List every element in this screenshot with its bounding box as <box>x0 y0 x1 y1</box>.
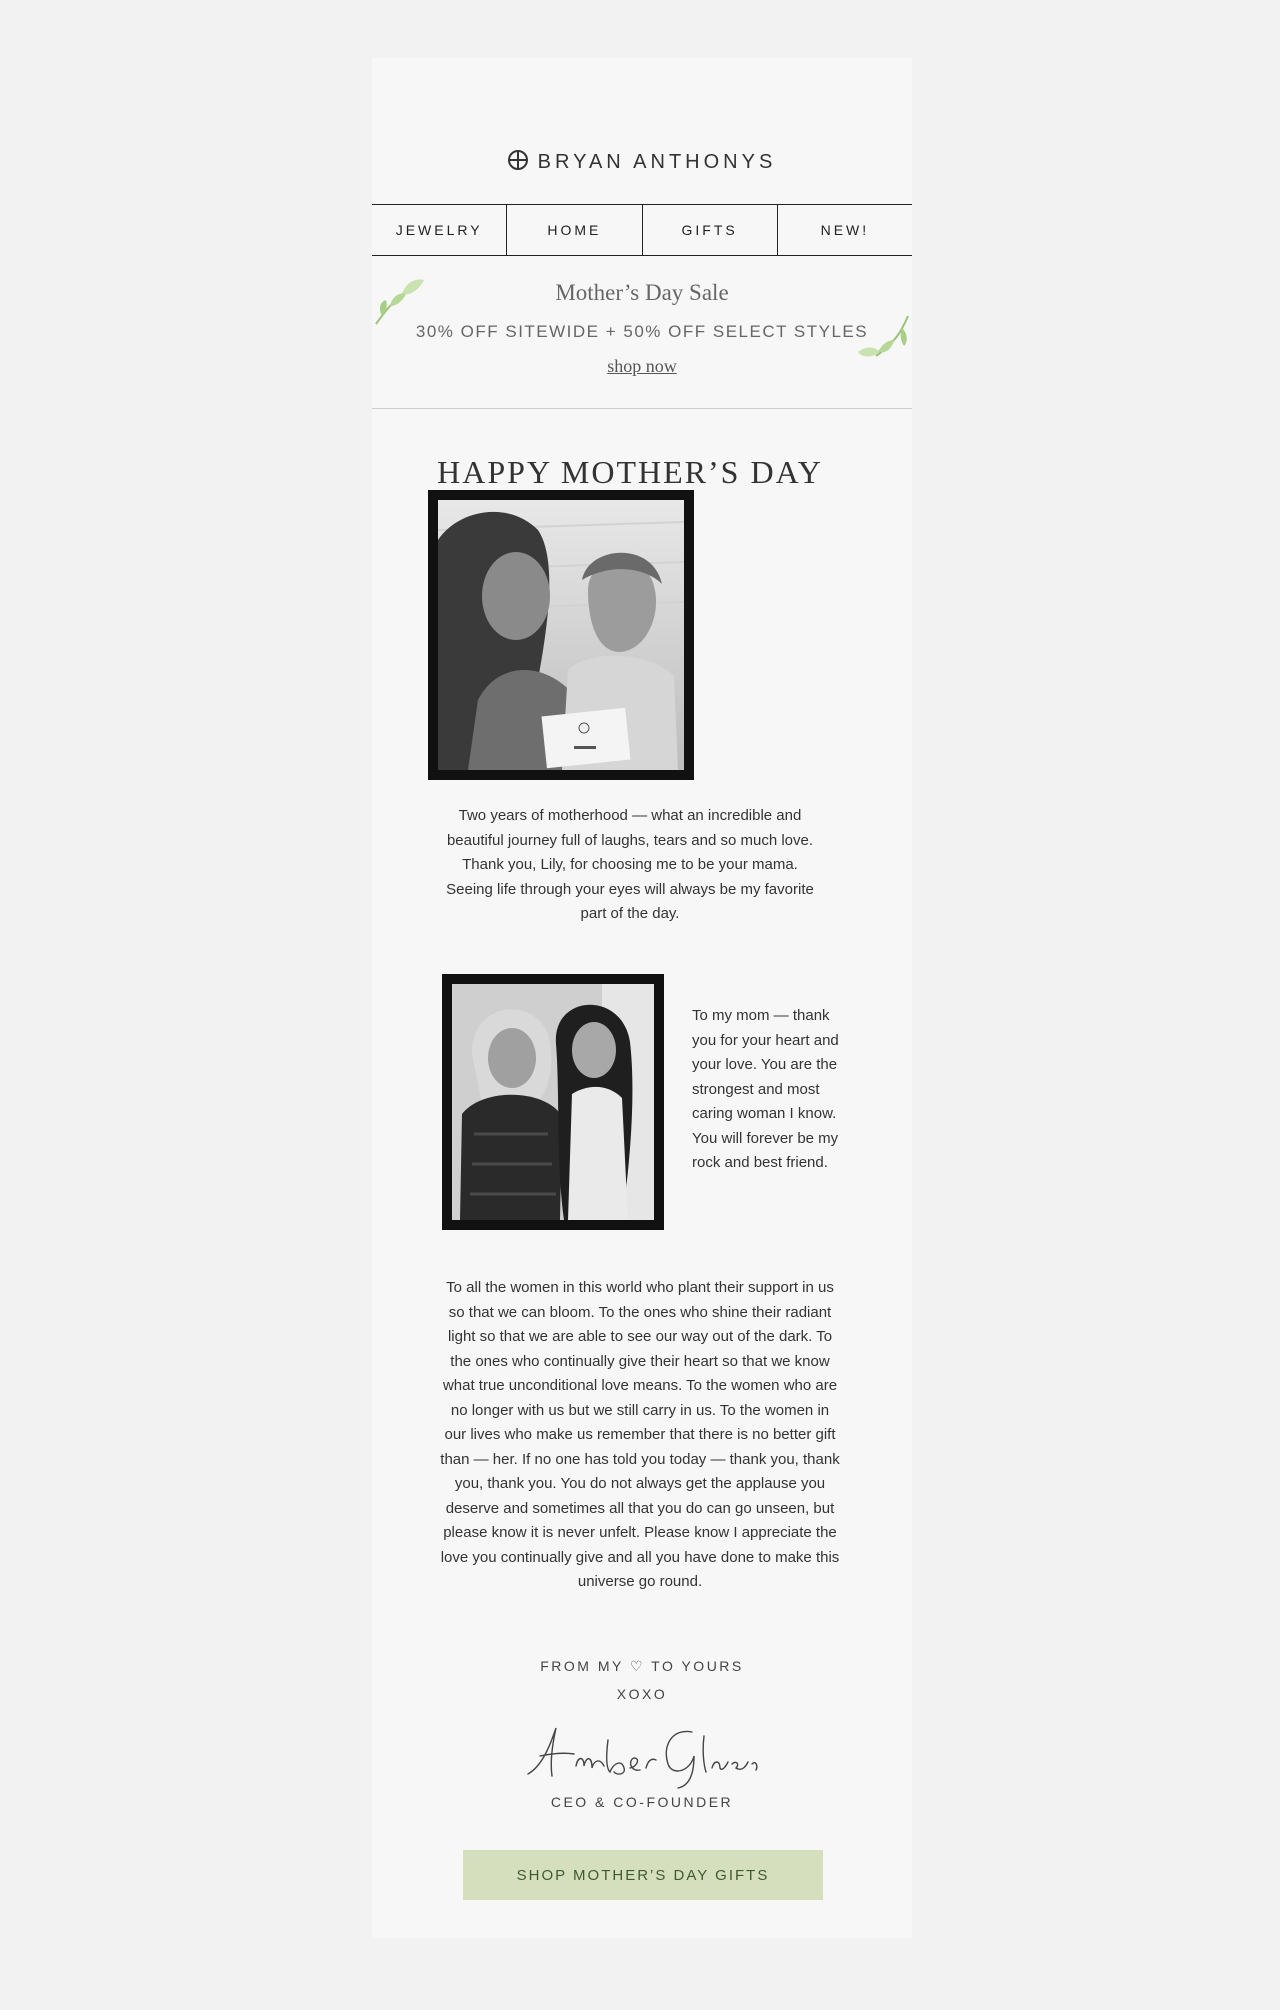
nav-item-new[interactable]: NEW! <box>820 222 870 238</box>
nav-item-gifts[interactable]: GIFTS <box>643 205 778 255</box>
tribute-paragraph: To all the women in this world who plant their support in us so that we can bloom. To the ones who shine their radiant light so that we are able to see our way out of the dark. To the ones who continually give their heart so that we know what true unconditional love means. To the women who are no longer with us but we still carry in us. To the women in our lives who make us remember that there is no better gift than — her. If no one has told you today — thank you, thank you, thank you. You do not always get the applause you deserve and sometimes all that you do can go unseen, but please know it is never unfelt. Please know I appreciate the love you continually give and all you have done to make this universe go round. <box>440 1279 840 1590</box>
photo-mom <box>442 974 664 1230</box>
photo-mom-image <box>452 984 654 1220</box>
motherhood-paragraph: Two years of motherhood — what an incredible and beautiful journey full of laughs, tears and so much love. Thank you, Lily, for choosing me to be your mama. Seeing life through your eyes will always be my favorite part of the day. <box>446 807 814 922</box>
shop-now-link[interactable]: shop now <box>607 356 677 376</box>
brand-logo[interactable] <box>372 150 912 174</box>
mom-paragraph: To my mom — thank you for your heart and your love. You are the strongest and most caring woman I know. You will forever be my rock and best friend. <box>692 1007 839 1171</box>
email-container <box>372 58 912 1938</box>
from-my-heart-text: FROM MY ♡ TO YOURS <box>540 1658 744 1674</box>
banner-title: Mother’s Day Sale <box>555 280 729 305</box>
xoxo-text: XOXO <box>616 1686 668 1702</box>
brand-name: BRYAN ANTHONYS <box>537 151 777 173</box>
page-title: HAPPY MOTHER’S DAY <box>437 454 823 490</box>
signer-role: CEO & CO-FOUNDER <box>550 1794 734 1810</box>
photo-mother-daughter <box>428 490 694 780</box>
main-nav <box>372 204 912 256</box>
sale-banner <box>372 256 912 409</box>
shop-mothers-day-gifts-button[interactable]: SHOP MOTHER’S DAY GIFTS <box>463 1850 823 1900</box>
signature-amber-glassman <box>522 1716 762 1790</box>
banner-offer: 30% OFF SITEWIDE + 50% OFF SELECT STYLES <box>415 322 869 341</box>
nav-item-jewelry[interactable]: JEWELRY <box>372 205 507 255</box>
nav-item-home[interactable]: HOME <box>507 205 642 255</box>
photo-mother-daughter-image <box>438 500 684 770</box>
compass-cross-icon <box>508 150 528 170</box>
